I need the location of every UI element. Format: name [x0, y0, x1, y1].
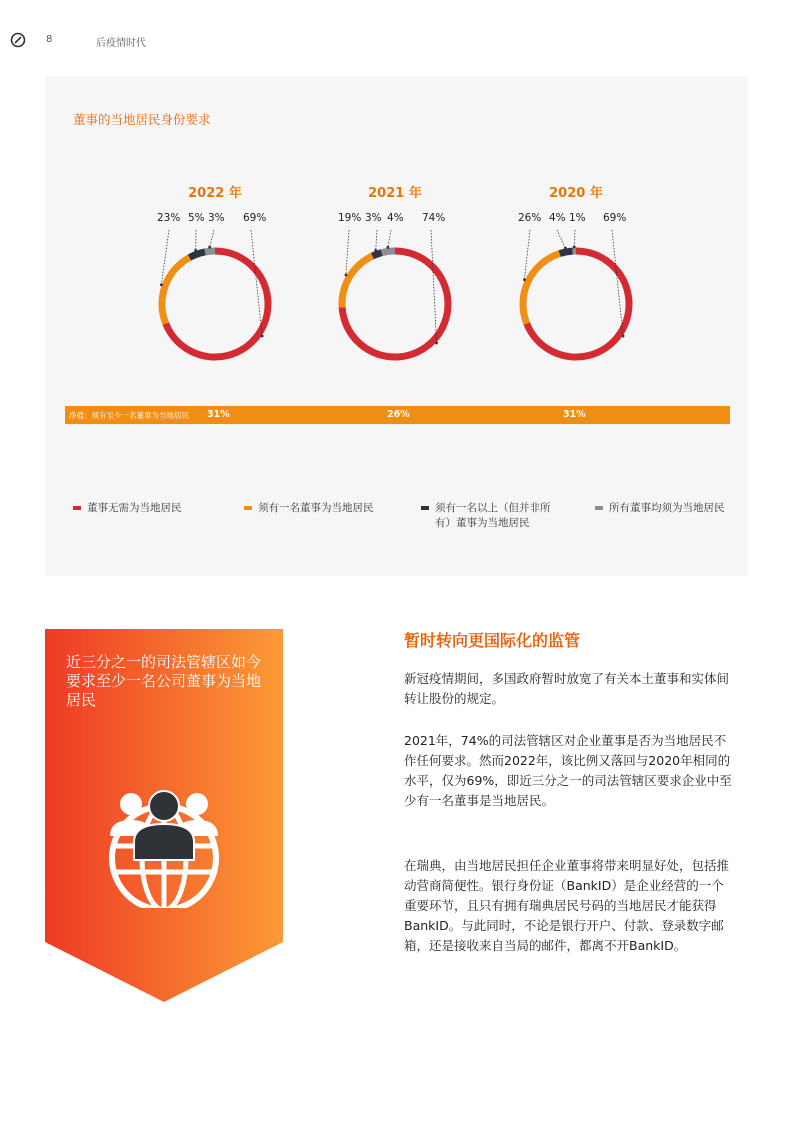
- callout-text: 近三分之一的司法管辖区如今要求至少一名公司董事为当地居民: [66, 653, 262, 709]
- net-bar: [65, 406, 730, 424]
- pct-label-orange: 26%: [518, 212, 542, 224]
- pct-label-red: 69%: [603, 212, 627, 224]
- people-globe-icon: [104, 788, 224, 908]
- leader-line: [346, 230, 349, 275]
- donut-svg: [486, 182, 666, 372]
- leader-arrow: [573, 246, 576, 249]
- year-label: 2022 年: [188, 186, 242, 201]
- legend-label: 须有一名董事为当地居民: [258, 502, 374, 514]
- running-title: 后疫情时代: [96, 38, 146, 49]
- chart-title: 董事的当地居民身份要求: [73, 112, 211, 127]
- gray-segment: [382, 251, 395, 253]
- donut-svg: [305, 182, 485, 372]
- dark-segment: [189, 252, 205, 258]
- pct-label-orange: 19%: [338, 212, 362, 224]
- leader-arrow: [622, 335, 625, 338]
- leader-line: [388, 230, 391, 247]
- pct-label-red: 74%: [422, 212, 446, 224]
- leader-line: [210, 230, 214, 247]
- leader-arrow: [345, 274, 348, 277]
- section-title: 暂时转向更国际化的监管: [404, 631, 581, 650]
- leader-arrow: [435, 342, 438, 345]
- leader-arrow: [564, 247, 567, 250]
- pct-label-red: 69%: [243, 212, 267, 224]
- legend-swatch: [244, 506, 252, 510]
- pct-label-dark: 3%: [365, 212, 382, 224]
- pct-label-dark: 4%: [549, 212, 566, 224]
- paragraph-1: 新冠疫情期间，多国政府暂时放宽了有关本土董事和实体间转让股份的规定。: [404, 671, 730, 706]
- leader-arrow: [160, 283, 163, 286]
- year-label: 2020 年: [549, 186, 603, 201]
- leader-arrow: [386, 246, 389, 249]
- leader-line: [376, 230, 377, 250]
- legend-swatch: [421, 506, 429, 510]
- pct-label-gray: 4%: [387, 212, 404, 224]
- dark-segment: [372, 253, 381, 256]
- leader-arrow: [208, 246, 211, 249]
- pct-label-dark: 5%: [188, 212, 205, 224]
- legend-swatch: [73, 506, 81, 510]
- leader-line: [557, 230, 565, 248]
- legend-swatch: [595, 506, 603, 510]
- logo-icon: [10, 32, 26, 48]
- year-label: 2021 年: [368, 186, 422, 201]
- leader-arrow: [261, 335, 264, 338]
- legend-label: 所有董事均须为当地居民: [609, 502, 725, 514]
- net-value-2022: 31%: [207, 409, 230, 420]
- donut-svg: [125, 182, 305, 372]
- pct-label-gray: 1%: [569, 212, 586, 224]
- leader-line: [431, 230, 437, 343]
- donut-chart-2020: [486, 182, 666, 372]
- donut-chart-2022: [125, 182, 305, 372]
- donut-chart-2021: [305, 182, 485, 372]
- paragraph-3: 在瑞典，由当地居民担任企业董事将带来明显好处，包括推动营商简便性。银行身份证（BankID）是企业经营的一个重要环节，且只有拥有瑞典居民号码的当地居民才能获得BankID。与此同时，不论是银行开户、付款、登录数字邮箱，还是接收来自当局的邮件，都离不开BankID。: [404, 858, 730, 953]
- leader-arrow: [374, 249, 377, 252]
- orange-segment: [523, 254, 560, 324]
- leader-arrow: [523, 278, 526, 281]
- leader-arrow: [194, 249, 197, 252]
- legend-label: 须有一名以上（但并非所有）董事为当地居民: [435, 502, 551, 529]
- dark-segment: [560, 251, 573, 253]
- gray-segment: [205, 251, 215, 252]
- page-number: 8: [46, 34, 53, 45]
- orange-segment: [162, 258, 189, 324]
- pct-label-orange: 23%: [157, 212, 181, 224]
- pct-label-gray: 3%: [208, 212, 225, 224]
- legend-label: 董事无需为当地居民: [87, 502, 182, 514]
- net-value-2020: 31%: [563, 409, 586, 420]
- net-label: 净值：须有至少一名董事为当地居民: [69, 411, 189, 420]
- leader-line: [574, 230, 575, 247]
- paragraph-2: 2021年，74%的司法管辖区对企业董事是否为当地居民不作任何要求。然而2022年，该比例又落回与2020年相同的水平，仅为69%，即近三分之一的司法管辖区要求企业中至少有一名董事是当地居民。: [404, 733, 732, 808]
- net-value-2021: 26%: [387, 409, 410, 420]
- chart-panel: [45, 76, 748, 576]
